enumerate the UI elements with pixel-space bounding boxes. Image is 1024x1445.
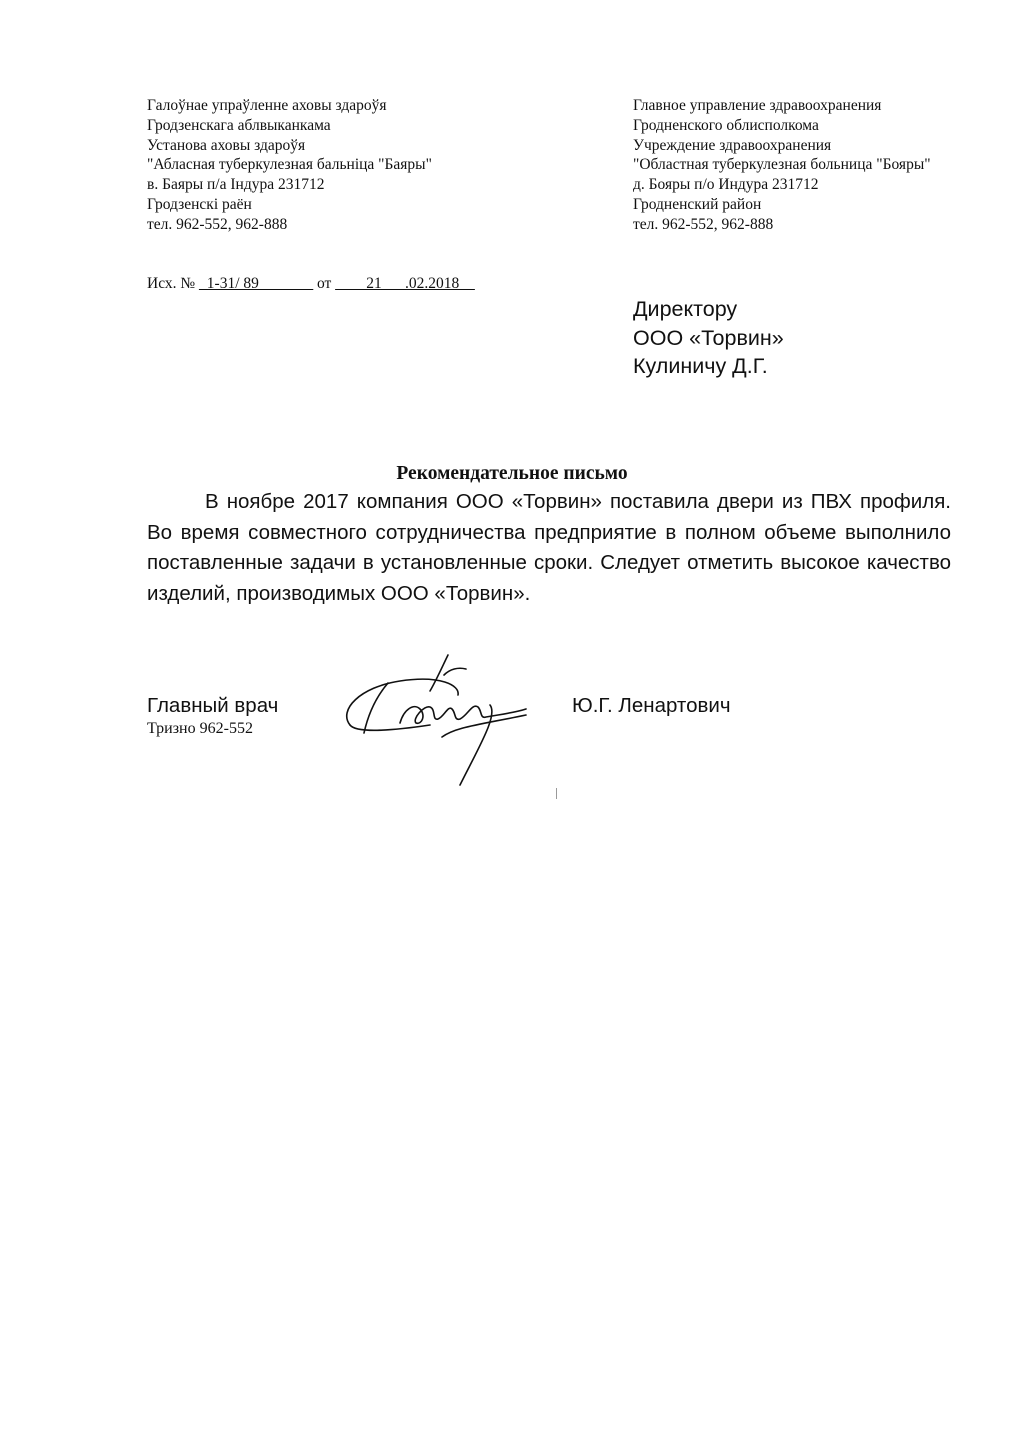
outgoing-reference xyxy=(147,275,475,293)
header-line: Учреждение здравоохранения xyxy=(633,136,832,154)
handwritten-signature xyxy=(330,645,570,795)
header-line: в. Баяры п/а Індура 231712 xyxy=(147,176,325,194)
recipient-line: ООО «Торвин» xyxy=(633,325,784,350)
recipient-block xyxy=(633,295,784,381)
header-line: д. Бояры п/о Индура 231712 xyxy=(633,176,819,194)
header-line: Гродненского облисполкома xyxy=(633,116,819,134)
letter-title: Рекомендательное письмо xyxy=(396,463,628,484)
signer-contact: Тризно 962-552 xyxy=(147,720,253,737)
header-line: Гродненский район xyxy=(633,195,762,213)
header-line: Гродзенскі раён xyxy=(147,195,252,213)
scan-speck xyxy=(556,788,557,799)
outgoing-prefix: Исх. № xyxy=(147,275,200,292)
letter-body: В ноябре 2017 компания ООО «Торвин» поставила двери из ПВХ профиля. Во время совместного сотрудничества предприятие в полном объеме выполнило поставленные задачи в установленные сроки. Следует отметить высокое качество изделий, производимых ООО «Торвин». xyxy=(147,490,951,605)
outgoing-number: _1-31/ 89_______ xyxy=(199,275,314,292)
header-line: Галоўнае упраўленне аховы здароўя xyxy=(147,97,387,114)
outgoing-date: ____21___.02.2018__ xyxy=(335,275,475,292)
outgoing-from-word: от xyxy=(313,275,336,292)
header-line: "Абласная туберкулезная бальніца "Баяры" xyxy=(147,156,432,174)
signer-position: Главный врач xyxy=(147,694,279,717)
header-line: Главное управление здравоохранения xyxy=(633,97,882,114)
header-russian xyxy=(633,96,931,235)
recipient-line: Кулиничу Д.Г. xyxy=(633,354,768,378)
recipient-line: Директору xyxy=(633,297,738,321)
header-line: тел. 962-552, 962-888 xyxy=(633,215,774,233)
header-belarusian xyxy=(147,96,432,235)
signer-name: Ю.Г. Ленартович xyxy=(572,694,731,717)
header-line: Установа аховы здароўя xyxy=(147,136,306,154)
header-line: тел. 962-552, 962-888 xyxy=(147,215,288,233)
header-line: "Областная туберкулезная больница "Бояры" xyxy=(633,156,931,174)
header-line: Гродзенскага аблвыканкама xyxy=(147,116,331,134)
